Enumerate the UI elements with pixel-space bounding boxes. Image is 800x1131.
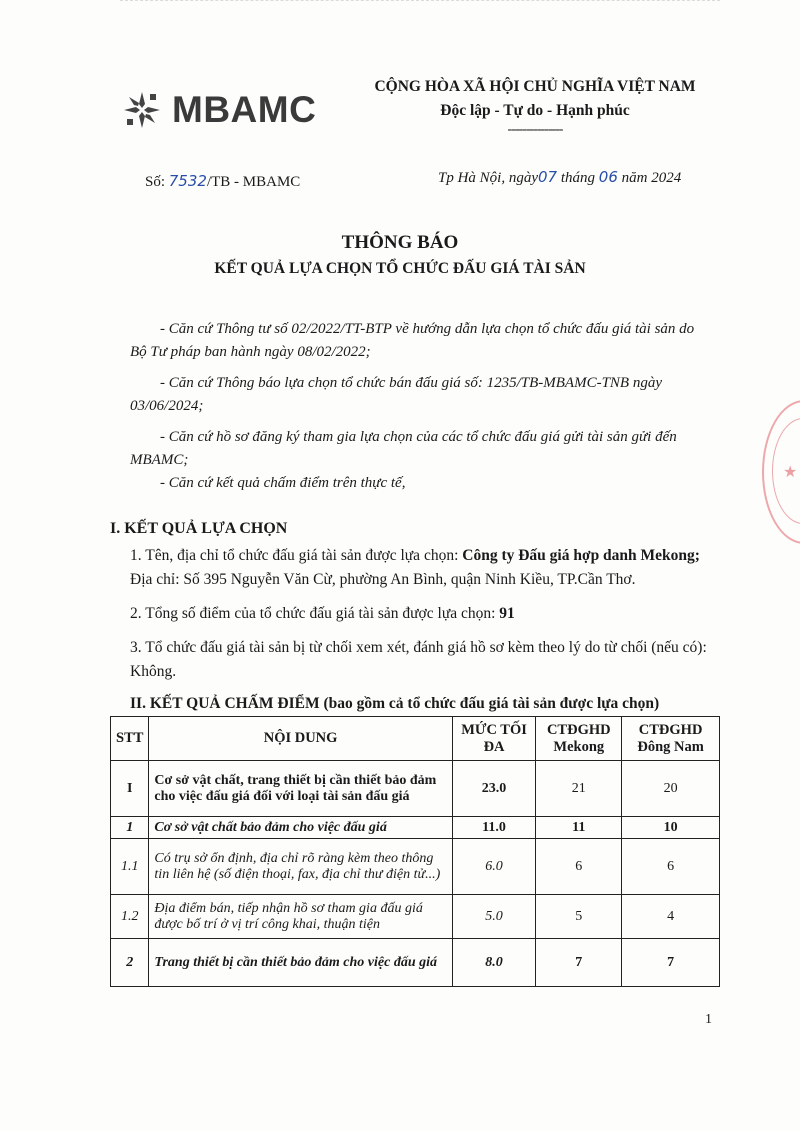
logo-text: MBAMC xyxy=(172,89,317,130)
national-header xyxy=(350,78,720,138)
basis-item: - Căn cứ Thông tư số 02/2022/TT-BTP về hướng dẫn lựa chọn tổ chức đấu giá tài sản do Bộ Tư pháp ban hành ngày 08/02/2022; xyxy=(130,321,695,360)
section-2-heading: II. KẾT QUẢ CHẤM ĐIỂM (bao gồm cả tổ chức đấu giá tài sản được lựa chọn) xyxy=(130,695,660,712)
document-number: Số: 7532/TB - MBAMC xyxy=(145,172,301,190)
table-header-row xyxy=(111,717,720,761)
selection-item-2: 2. Tổng số điểm của tổ chức đấu giá tài sản được lựa chọn: 91 xyxy=(130,605,515,622)
legal-basis xyxy=(130,318,710,495)
header-content: NỘI DUNG xyxy=(149,717,452,761)
header-dongnam: CTĐGHD Đông Nam xyxy=(622,717,720,761)
document-title: THÔNG BÁO xyxy=(341,232,459,253)
basis-item: - Căn cứ kết quả chấm điểm trên thực tế, xyxy=(160,475,406,491)
header-max: MỨC TỐI ĐA xyxy=(452,717,536,761)
section-1-body xyxy=(130,544,720,684)
stamp-star-icon: ★ xyxy=(783,464,798,481)
basis-item: - Căn cứ Thông báo lựa chọn tổ chức bán đấu giá số: 1235/TB-MBAMC-TNB ngày 03/06/2024; xyxy=(130,375,663,414)
table-row: 1.2 Địa điểm bán, tiếp nhận hồ sơ tham gia đấu giá được bố trí ở vị trí công khai, thuận tiện 5.0 5 4 xyxy=(111,895,720,939)
nation-motto: Độc lập - Tự do - Hạnh phúc xyxy=(440,102,630,119)
table-row: I Cơ sở vật chất, trang thiết bị cần thiết bảo đảm cho việc đấu giá đối với loại tài sản đấu giá 23.0 21 20 xyxy=(111,761,720,817)
mbamc-logo-icon xyxy=(120,88,164,132)
document-date: Tp Hà Nội, ngày07 tháng 06 năm 2024 xyxy=(438,168,682,186)
company-logo xyxy=(120,88,316,132)
selection-item-3: 3. Tổ chức đấu giá tài sản bị từ chối xem xét, đánh giá hồ sơ kèm theo lý do từ chối (nếu có): Không. xyxy=(130,639,707,680)
scan-artifact xyxy=(120,0,720,7)
header-mekong: CTĐGHD Mekong xyxy=(536,717,622,761)
page-number: 1 xyxy=(705,1012,712,1027)
header-stt: STT xyxy=(111,717,149,761)
handwritten-number: 7532 xyxy=(168,172,207,190)
nation-divider: --------------- xyxy=(507,122,563,137)
nation-title: CỘNG HÒA XÃ HỘI CHỦ NGHĨA VIỆT NAM xyxy=(374,78,696,95)
document-subtitle: KẾT QUẢ LỰA CHỌN TỔ CHỨC ĐẤU GIÁ TÀI SẢN xyxy=(214,260,586,277)
handwritten-month: 06 xyxy=(598,168,618,186)
score-table xyxy=(110,716,720,987)
selection-item-1: 1. Tên, địa chỉ tổ chức đấu giá tài sản được lựa chọn: Công ty Đấu giá hợp danh Mekong; Địa chỉ: Số 395 Nguyễn Văn Cừ, phường An Bình, quận Ninh Kiều, TP.Cần Thơ. xyxy=(130,547,700,588)
section-1-heading: I. KẾT QUẢ LỰA CHỌN xyxy=(110,520,288,537)
handwritten-day: 07 xyxy=(538,168,558,186)
table-row: 1.1 Có trụ sở ổn định, địa chỉ rõ ràng kèm theo thông tin liên hệ (số điện thoại, fax, địa chỉ thư điện tử...) 6.0 6 6 xyxy=(111,839,720,895)
basis-item: - Căn cứ hồ sơ đăng ký tham gia lựa chọn của các tổ chức đấu giá gửi tài sản gửi đến MBAMC; xyxy=(130,429,677,468)
table-row: 2 Trang thiết bị cần thiết bảo đảm cho việc đấu giá 8.0 7 7 xyxy=(111,939,720,987)
table-row: 1 Cơ sở vật chất bảo đảm cho việc đấu giá 11.0 11 10 xyxy=(111,817,720,839)
